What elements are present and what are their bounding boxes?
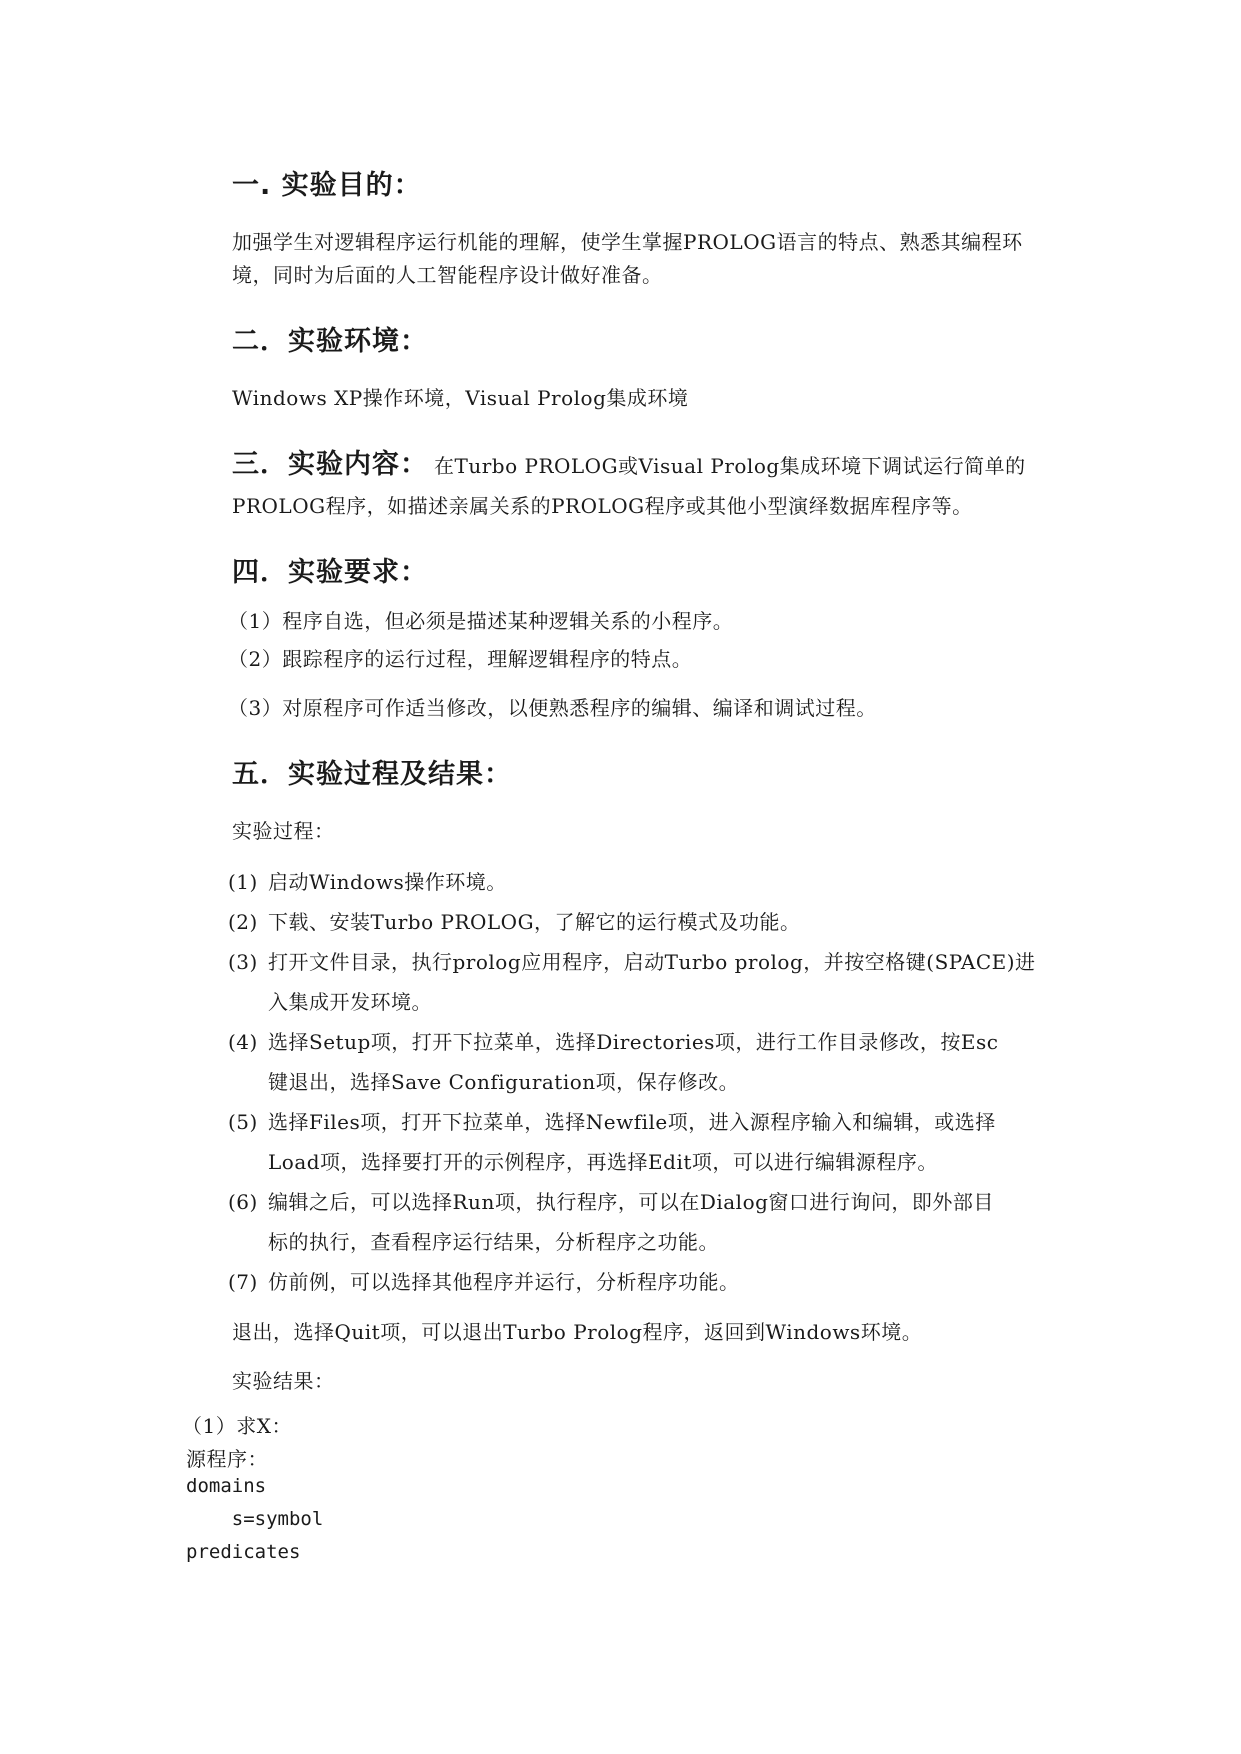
step-number: (1): [228, 870, 258, 894]
process-step-1: [228, 866, 507, 895]
step-text: 启动Windows操作环境。: [268, 870, 507, 894]
section-heading-environment: 二．实验环境：: [232, 326, 428, 357]
process-step-4: [228, 1026, 999, 1055]
purpose-text-line2: 境，同时为后面的人工智能程序设计做好准备。: [232, 263, 663, 287]
process-step-6: [228, 1186, 994, 1215]
result-label: 实验结果：: [232, 1369, 335, 1393]
step-text: 仿前例，可以选择其他程序并运行，分析程序功能。: [268, 1270, 740, 1294]
exit-text: 退出，选择Quit项，可以退出Turbo Prolog程序，返回到Windows环境。: [232, 1320, 923, 1344]
content-heading-label: 三．实验内容：: [232, 449, 428, 480]
section-heading-content: [232, 442, 1026, 481]
step-number: (4): [228, 1030, 258, 1054]
step-text: 编辑之后，可以选择Run项，执行程序，可以在Dialog窗口进行询问，即外部目: [268, 1190, 994, 1214]
step-text: 打开文件目录，执行prolog应用程序，启动Turbo prolog，并按空格键(SPACE)进: [268, 950, 1036, 974]
source-label: 源程序：: [186, 1447, 268, 1471]
code-line-symbol: s=symbol: [186, 1508, 324, 1530]
result-item-1: （1）求X：: [182, 1414, 292, 1438]
process-step-5-continued: Load项，选择要打开的示例程序，再选择Edit项，可以进行编辑源程序。: [268, 1150, 938, 1174]
step-number: (6): [228, 1190, 258, 1214]
environment-text: Windows XP操作环境，Visual Prolog集成环境: [232, 386, 689, 410]
content-text-line2: PROLOG程序，如描述亲属关系的PROLOG程序或其他小型演绎数据库程序等。: [232, 494, 973, 518]
section-heading-purpose: 一. 实验目的：: [232, 170, 422, 201]
process-step-3-continued: 入集成开发环境。: [268, 990, 432, 1014]
process-step-4-continued: 键退出，选择Save Configuration项，保存修改。: [268, 1070, 740, 1094]
step-number: (3): [228, 950, 258, 974]
code-line-domains: domains: [186, 1475, 267, 1497]
process-step-7: [228, 1266, 740, 1295]
step-number: (7): [228, 1270, 258, 1294]
requirement-item-1: （1）程序自选，但必须是描述某种逻辑关系的小程序。: [228, 609, 734, 633]
step-number: (5): [228, 1110, 258, 1134]
section-heading-requirements: 四．实验要求：: [232, 557, 428, 588]
step-text: 下载、安装Turbo PROLOG，了解它的运行模式及功能。: [268, 910, 801, 934]
requirement-item-2: （2）跟踪程序的运行过程，理解逻辑程序的特点。: [228, 647, 693, 671]
process-step-6-continued: 标的执行，查看程序运行结果，分析程序之功能。: [268, 1230, 719, 1254]
step-text: 选择Files项，打开下拉菜单，选择Newfile项，进入源程序输入和编辑，或选择: [268, 1110, 996, 1134]
step-number: (2): [228, 910, 258, 934]
process-label: 实验过程：: [232, 819, 335, 843]
process-step-3: [228, 946, 1036, 975]
process-step-2: [228, 906, 801, 935]
section-heading-process-results: 五．实验过程及结果：: [232, 759, 512, 790]
code-line-predicates: predicates: [186, 1541, 301, 1563]
step-text: 选择Setup项，打开下拉菜单，选择Directories项，进行工作目录修改，按Esc: [268, 1030, 999, 1054]
process-step-5: [228, 1106, 996, 1135]
requirement-item-3: （3）对原程序可作适当修改，以便熟悉程序的编辑、编译和调试过程。: [228, 696, 877, 720]
purpose-text-line1: 加强学生对逻辑程序运行机能的理解，使学生掌握PROLOG语言的特点、熟悉其编程环: [232, 230, 1023, 254]
content-text-line1: 在Turbo PROLOG或Visual Prolog集成环境下调试运行简单的: [434, 454, 1026, 478]
